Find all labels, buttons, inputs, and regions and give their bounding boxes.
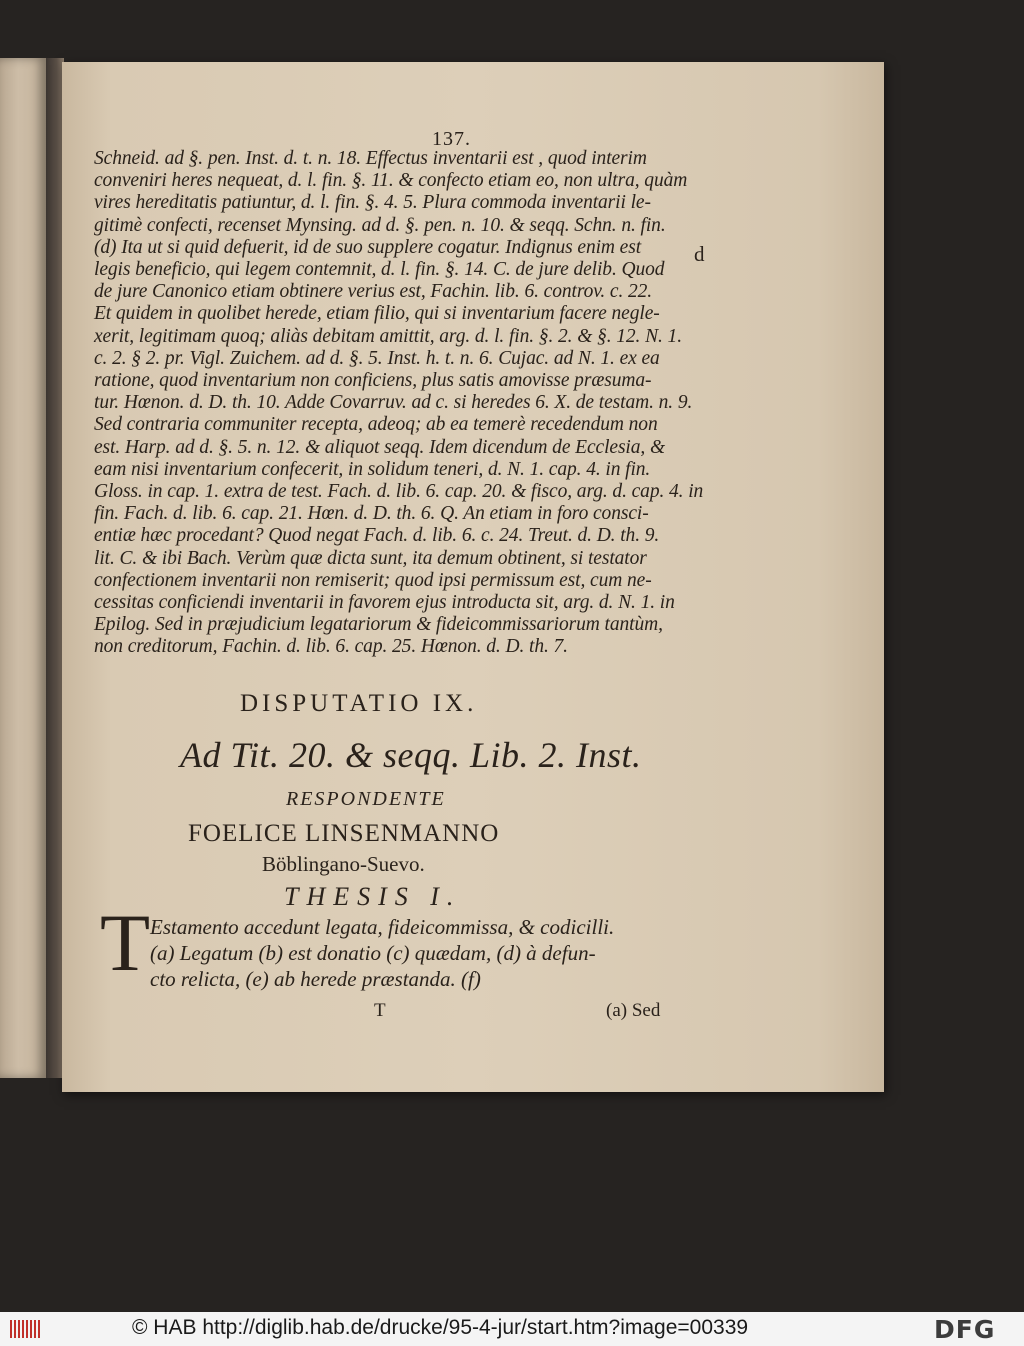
body-line: est. Harp. ad d. §. 5. n. 12. & aliquot seqq. Idem dicendum de Ecclesia, & — [94, 436, 666, 458]
catchword: (a) Sed — [606, 1000, 661, 1021]
body-line: Sed contraria communiter recepta, adeoq; ab ea temerè recedendum non — [94, 414, 658, 436]
dfg-logo: DFG — [934, 1315, 996, 1344]
body-line: Epilog. Sed in præjudicium legatariorum & fideicommissariorum tantùm, — [94, 614, 663, 636]
respondente-label: RESPONDENTE — [286, 788, 446, 810]
body-line: tur. Hœnon. d. D. th. 10. Adde Covarruv. ad c. si heredes 6. X. de testam. n. 9. — [94, 392, 693, 414]
source-url[interactable]: © HAB http://diglib.hab.de/drucke/95-4-jur/start.htm?image=00339 — [132, 1316, 749, 1339]
body-line: lit. C. & ibi Bach. Verùm quæ dicta sunt, ita demum obtinent, si testator — [94, 547, 647, 569]
scanned-page — [62, 62, 884, 1092]
thesis-text — [150, 914, 710, 992]
disputatio-heading: DISPUTATIO IX. — [240, 690, 478, 717]
barcode-icon — [10, 1320, 40, 1338]
body-line: ratione, quod inventarium non conficiens, plus satis amovisse præsuma- — [94, 370, 652, 392]
body-line: Et quidem in quolibet herede, etiam filio, qui si inventarium facere negle- — [94, 303, 660, 325]
body-line: cessitas conficiendi inventarii in favorem ejus introducta sit, arg. d. N. 1. in — [94, 592, 675, 614]
previous-page-edge — [0, 58, 46, 1078]
body-line: entiæ hæc procedant? Quod negat Fach. d. lib. 6. c. 24. Treut. d. D. th. 9. — [94, 525, 660, 547]
footer-bar — [0, 1312, 1024, 1346]
body-line: non creditorum, Fachin. d. lib. 6. cap. 25. Hœnon. d. D. th. 7. — [94, 636, 568, 658]
body-line: c. 2. § 2. pr. Vigl. Zuichem. ad d. §. 5. Inst. h. t. n. 6. Cujac. ad N. 1. ex ea — [94, 347, 660, 369]
body-line: confectionem inventarii non remiserit; quod ipsi permissum est, cum ne- — [94, 569, 652, 591]
signature-mark: T — [374, 1000, 386, 1021]
thesis-line: (a) Legatum (b) est donatio (c) quædam, (d) à defun- — [150, 941, 596, 965]
body-line: eam nisi inventarium confecerit, in solidum teneri, d. N. 1. cap. 4. in fin. — [94, 458, 651, 480]
body-line: xerit, legitimam quoq; aliàs debitam amittit, arg. d. l. fin. §. 2. & §. 12. N. 1. — [94, 325, 682, 347]
body-line: fin. Fach. d. lib. 6. cap. 21. Hœn. d. D. th. 6. Q. An etiam in foro consci- — [94, 503, 649, 525]
drop-cap: T — [100, 897, 151, 988]
margin-note-letter: d — [694, 242, 705, 266]
respondent-name: FOELICE LINSENMANNO — [188, 820, 500, 847]
thesis-heading: THESIS I. — [284, 882, 462, 911]
body-line: (d) Ita ut si quid defuerit, id de suo supplere cogatur. Indignus enim est — [94, 236, 642, 258]
body-text — [94, 148, 704, 659]
page-number: 137. — [432, 128, 471, 150]
body-line: Gloss. in cap. 1. extra de test. Fach. d. lib. 6. cap. 20. & fisco, arg. d. cap. 4. in — [94, 481, 704, 503]
title-reference: Ad Tit. 20. & seqq. Lib. 2. Inst. — [180, 735, 642, 775]
body-line: conveniri heres nequeat, d. l. fin. §. 11. & confecto etiam eo, non ultra, quàm — [94, 170, 688, 192]
body-line: gitimè confecti, recenset Mynsing. ad d. §. pen. n. 10. & seqq. Schn. n. fin. — [94, 214, 666, 236]
thesis-line: cto relicta, (e) ab herede præstanda. (f) — [150, 967, 481, 991]
thesis-line: Estamento accedunt legata, fideicommissa, & codicilli. — [150, 915, 615, 939]
body-line: vires hereditatis patiuntur, d. l. fin. §. 4. 5. Plura commoda inventarii le- — [94, 192, 651, 214]
body-line: Schneid. ad §. pen. Inst. d. t. n. 18. Effectus inventarii est , quod interim — [94, 148, 647, 169]
body-line: legis beneficio, qui legem contemnit, d. l. fin. §. 14. C. de jure delib. Quod — [94, 259, 665, 281]
respondent-origin: Böblingano-Suevo. — [262, 852, 425, 876]
body-line: de jure Canonico etiam obtinere verius est, Fachin. lib. 6. controv. c. 22. — [94, 281, 653, 303]
